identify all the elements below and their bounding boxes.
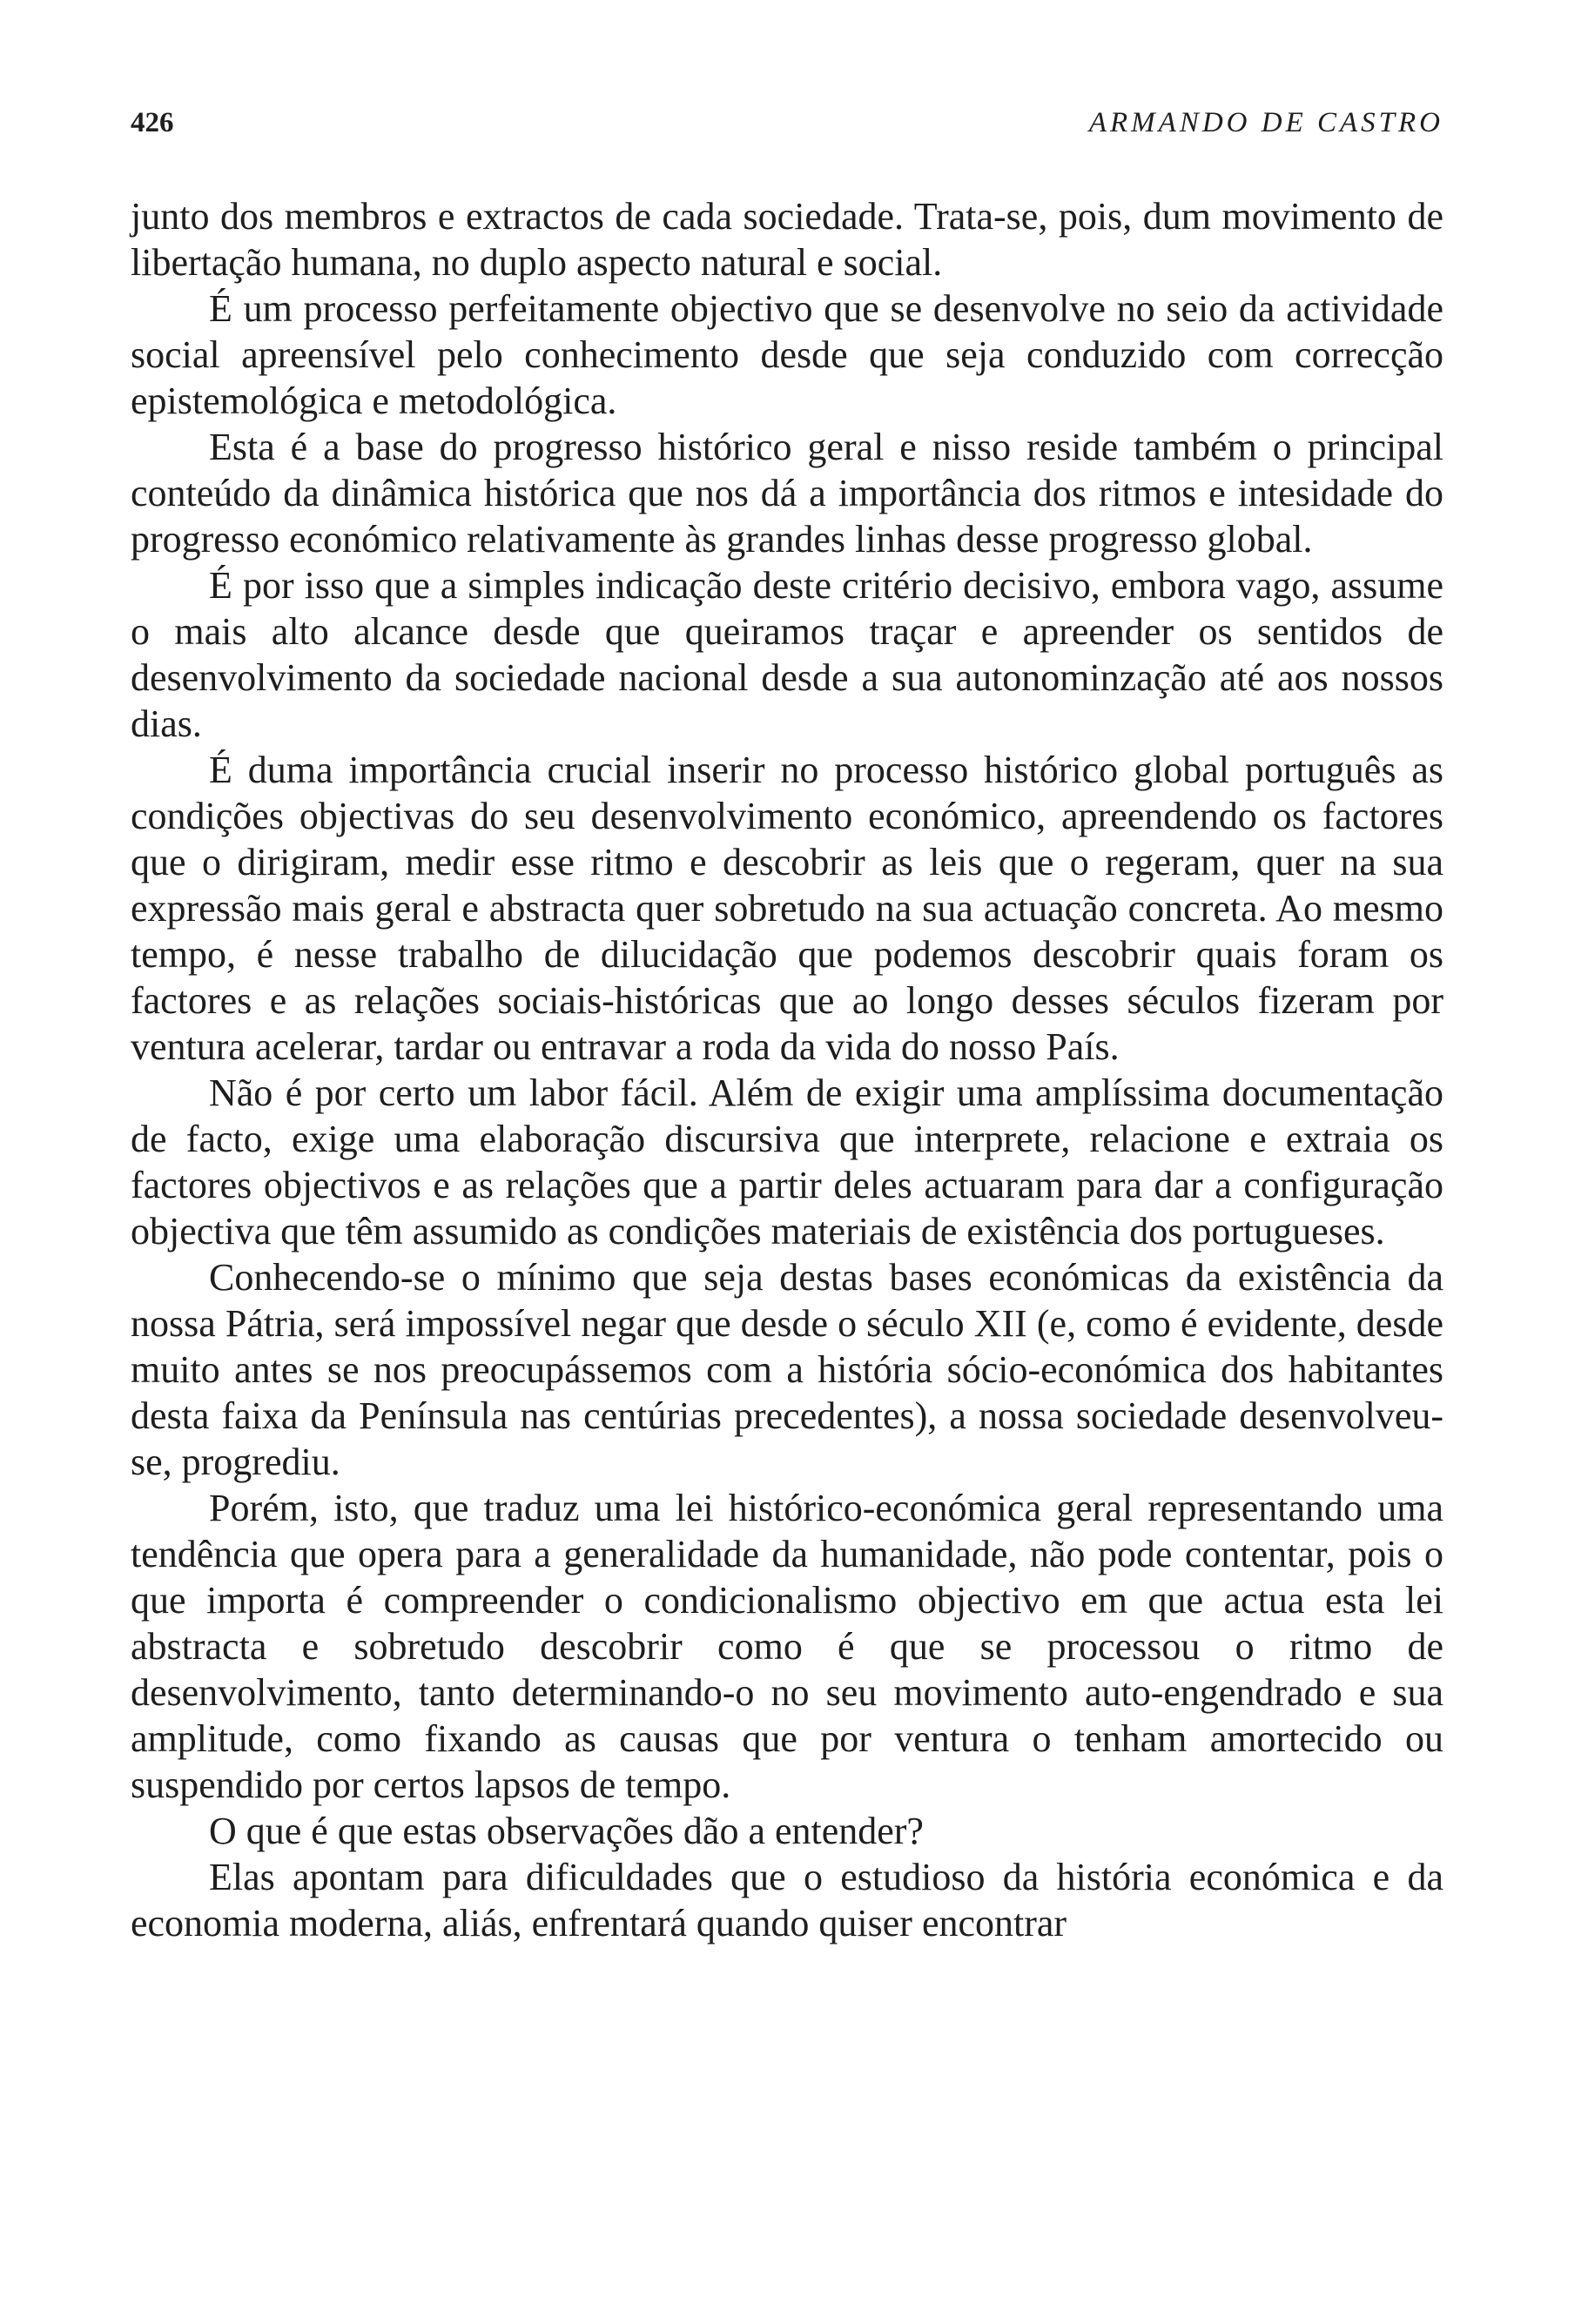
paragraph: Não é por certo um labor fácil. Além de exigir uma amplíssima documentação de facto, exige uma elaboração discursiva que interprete, relacione e extraia os factores objectivos e as relações que a partir deles actuaram para dar a configuração objectiva que têm assumido as condições materiais de existência dos portugueses. <box>131 1071 1443 1253</box>
paragraph-continues: Elas apontam para dificuldades que o estudioso da história económica e da economia moderna, aliás, enfrentará quando quiser encontrar <box>131 1856 1443 1945</box>
paragraph-continued: junto dos membros e extractos de cada sociedade. Trata-se, pois, dum movimento de libertação humana, no duplo aspecto natural e social. <box>131 195 1443 284</box>
page-number: 426 <box>131 107 174 138</box>
running-head <box>131 101 1443 144</box>
running-head-author: ARMANDO DE CASTRO <box>1088 107 1443 138</box>
paragraph: Conhecendo-se o mínimo que seja destas bases económicas da existência da nossa Pátria, será impossível negar que desde o século XII (e, como é evidente, desde muito antes se nos preocupássemos com a história sócio-económica dos habitantes desta faixa da Península nas centúrias precedentes), a nossa sociedade desenvolveu-se, progrediu. <box>131 1256 1443 1483</box>
paragraph: Porém, isto, que traduz uma lei histórico-económica geral representando uma tendência que opera para a generalidade da humanidade, não pode contentar, pois o que importa é compreender o condicionalismo objectivo em que actua esta lei abstracta e sobretudo descobrir como é que se processou o ritmo de desenvolvimento, tanto determinando-o no seu movimento auto-engendrado e sua amplitude, como fixando as causas que por ventura o tenham amortecido ou suspendido por certos lapsos de tempo. <box>131 1487 1443 1806</box>
paragraph: O que é que estas observações dão a entender? <box>209 1810 924 1852</box>
paragraph: É por isso que a simples indicação deste critério decisivo, embora vago, assume o mais alto alcance desde que queiramos traçar e apreender os sentidos de desenvolvimento da sociedade nacional desde a sua autonominzação até aos nossos dias. <box>131 564 1443 745</box>
paragraph: É duma importância crucial inserir no processo histórico global português as condições objectivas do seu desenvolvimento económico, apreendendo os factores que o dirigiram, medir esse ritmo e descobrir as leis que o regeram, quer na sua expressão mais geral e abstracta quer sobretudo na sua actuação concreta. Ao mesmo tempo, é nesse trabalho de dilucidação que podemos descobrir quais foram os factores e as relações sociais-históricas que ao longo desses séculos fizeram por ventura acelerar, tardar ou entravar a roda da vida do nosso País. <box>131 749 1443 1068</box>
body-text <box>131 193 1443 1946</box>
paragraph: É um processo perfeitamente objectivo que se desenvolve no seio da actividade social apreensível pelo conhecimento desde que seja conduzido com correcção epistemológica e metodológica. <box>131 287 1443 422</box>
paragraph: Esta é a base do progresso histórico geral e nisso reside também o principal conteúdo da dinâmica histórica que nos dá a importância dos ritmos e intesidade do progresso económico relativamente às grandes linhas desse progresso global. <box>131 426 1443 561</box>
